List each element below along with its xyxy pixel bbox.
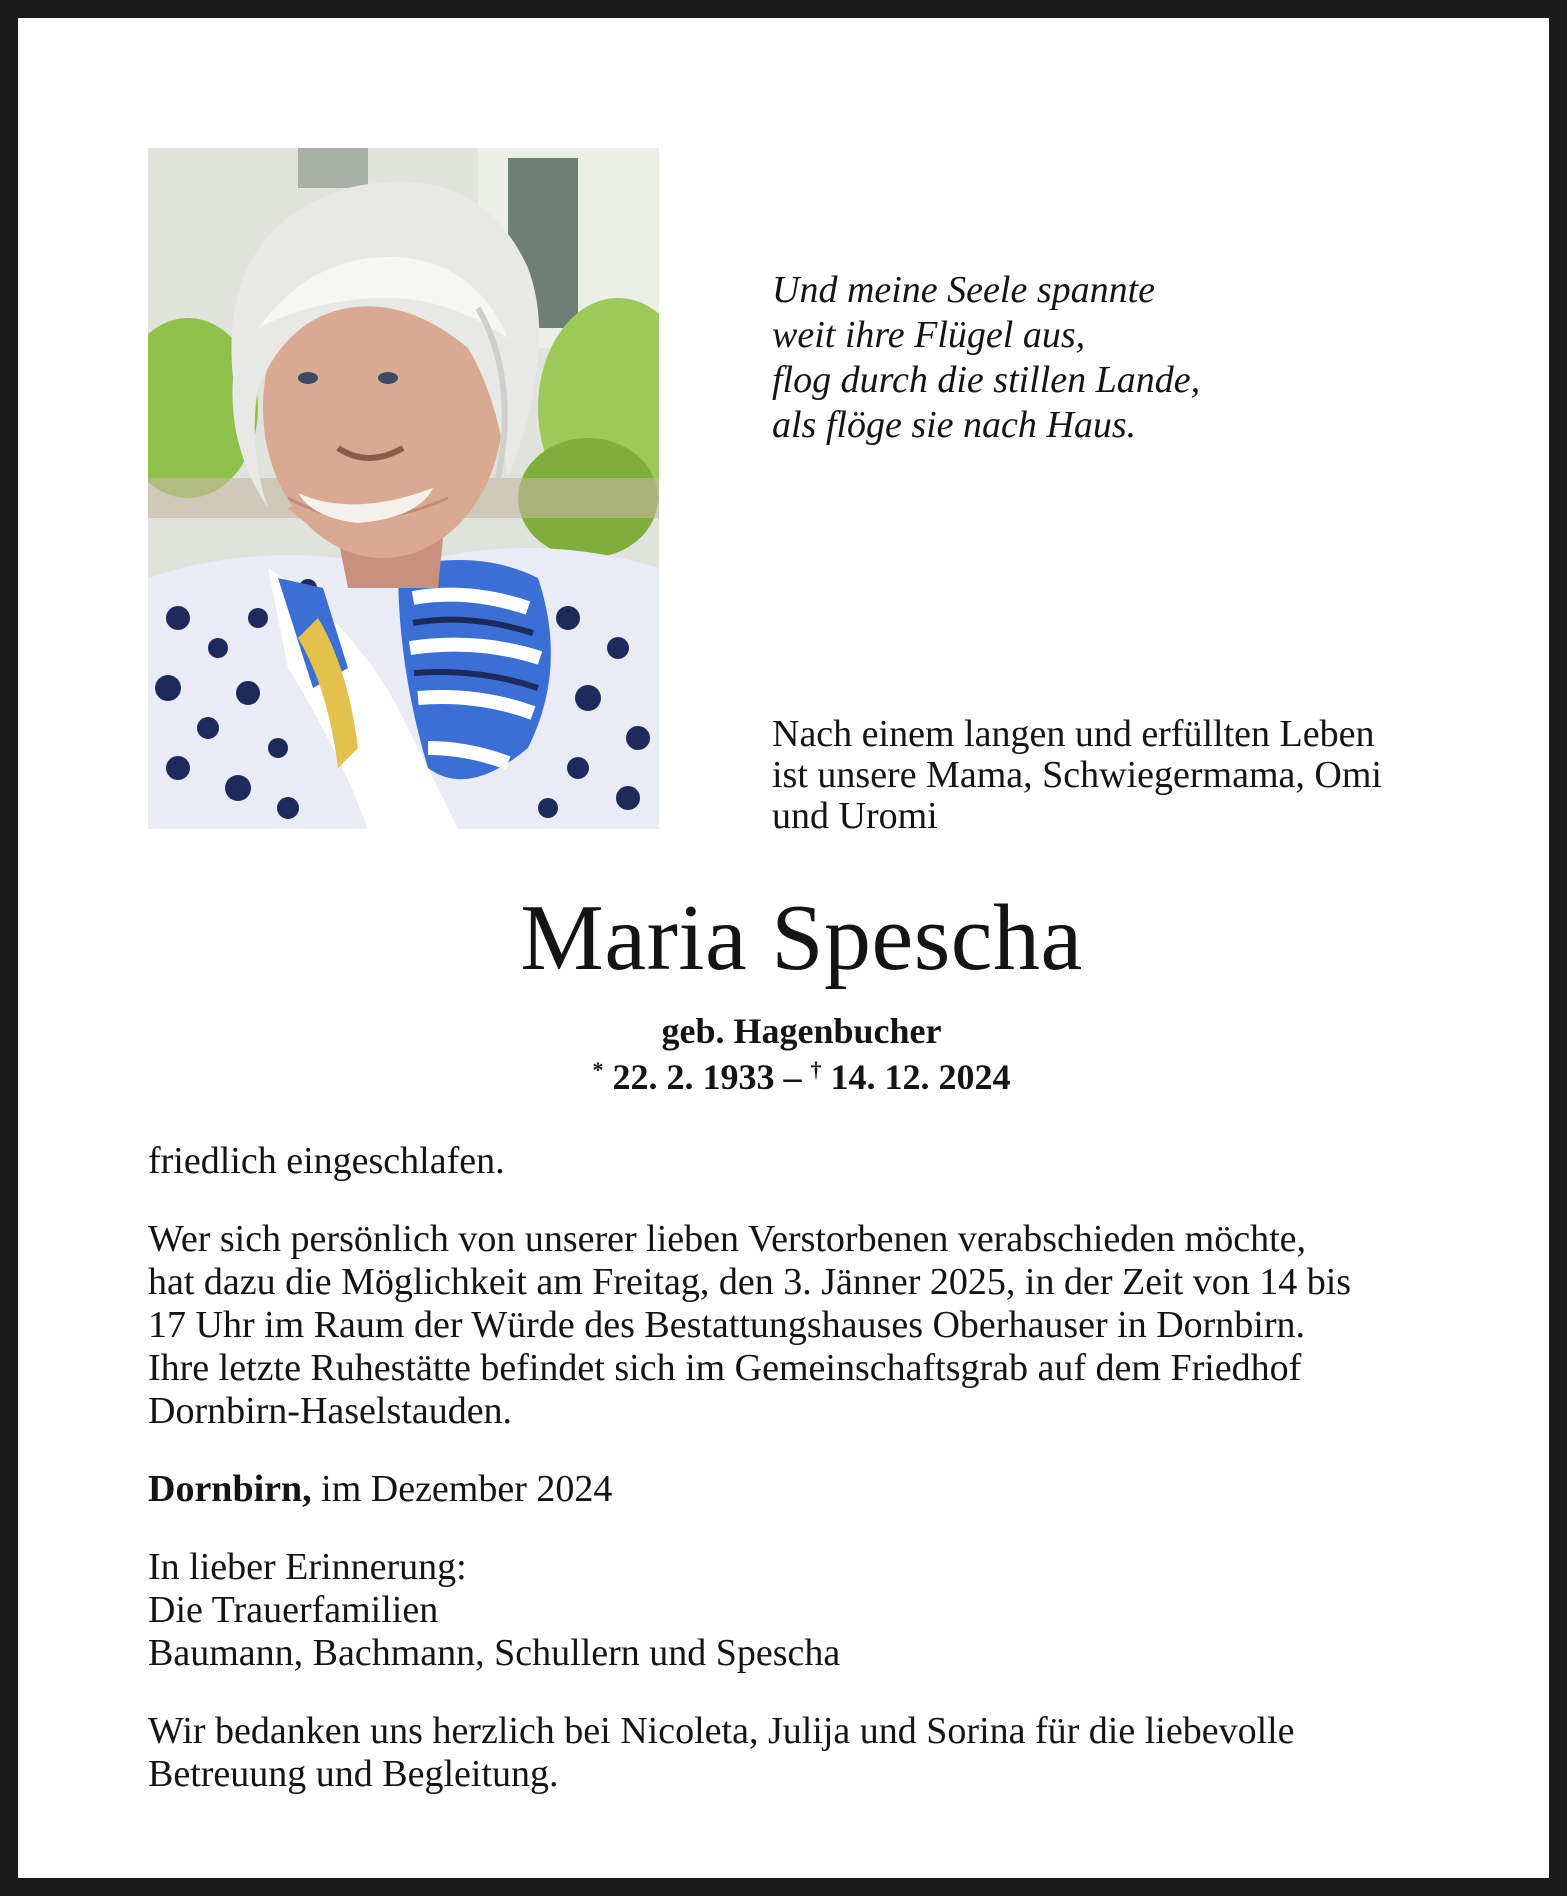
death-date: 14. 12. 2024 xyxy=(830,1057,1011,1097)
date-separator: – xyxy=(783,1057,802,1097)
intro-text xyxy=(772,714,1382,837)
portrait-photo xyxy=(148,148,659,829)
birth-symbol: * xyxy=(592,1057,604,1082)
memory-line: In lieber Erinnerung: xyxy=(148,1546,467,1588)
passed-text: friedlich eingeschlafen. xyxy=(148,1140,505,1182)
birth-name: geb. Hagenbucher xyxy=(661,1011,942,1051)
intro-line: Nach einem langen und erfüllten Leben xyxy=(772,713,1375,755)
thanks-line: Betreuung und Begleitung. xyxy=(148,1753,559,1795)
poem-line: weit ihre Flügel aus, xyxy=(772,314,1086,356)
farewell-line: Dornbirn-Haselstauden. xyxy=(148,1390,513,1432)
farewell-line: Wer sich persönlich von unserer lieben Verstorbenen verabschieden möchte, xyxy=(148,1218,1306,1260)
date-text: im Dezember 2024 xyxy=(311,1468,613,1510)
intro-line: und Uromi xyxy=(772,795,938,837)
place-name: Dornbirn, xyxy=(148,1468,312,1510)
portrait-photo-icon xyxy=(148,148,659,829)
deceased-name: Maria Spescha xyxy=(520,886,1083,990)
intro-line: ist unsere Mama, Schwiegermama, Omi xyxy=(772,754,1382,796)
thanks-line: Wir bedanken uns herzlich bei Nicoleta, Julija und Sorina für die liebevolle xyxy=(148,1710,1295,1752)
memory-line: Die Trauerfamilien xyxy=(148,1589,439,1631)
place-date xyxy=(148,1468,1351,1511)
poem-line: Und meine Seele spannte xyxy=(772,269,1156,311)
memory-line: Baumann, Bachmann, Schullern und Spescha xyxy=(148,1632,841,1674)
obituary-body xyxy=(148,1140,1351,1796)
farewell-line: 17 Uhr im Raum der Würde des Bestattungshauses Oberhauser in Dornbirn. xyxy=(148,1304,1305,1346)
farewell-line: Ihre letzte Ruhestätte befindet sich im Gemeinschaftsgrab auf dem Friedhof xyxy=(148,1347,1302,1389)
life-dates xyxy=(18,1056,1567,1098)
farewell-line: hat dazu die Möglichkeit am Freitag, den 3. Jänner 2025, in der Zeit von 14 bis xyxy=(148,1261,1352,1303)
death-symbol: † xyxy=(810,1057,822,1082)
birth-date: 22. 2. 1933 xyxy=(612,1057,775,1097)
poem-line: flog durch die stillen Lande, xyxy=(772,359,1201,401)
poem-line: als flöge sie nach Haus. xyxy=(772,404,1137,446)
poem-verse xyxy=(772,268,1200,448)
